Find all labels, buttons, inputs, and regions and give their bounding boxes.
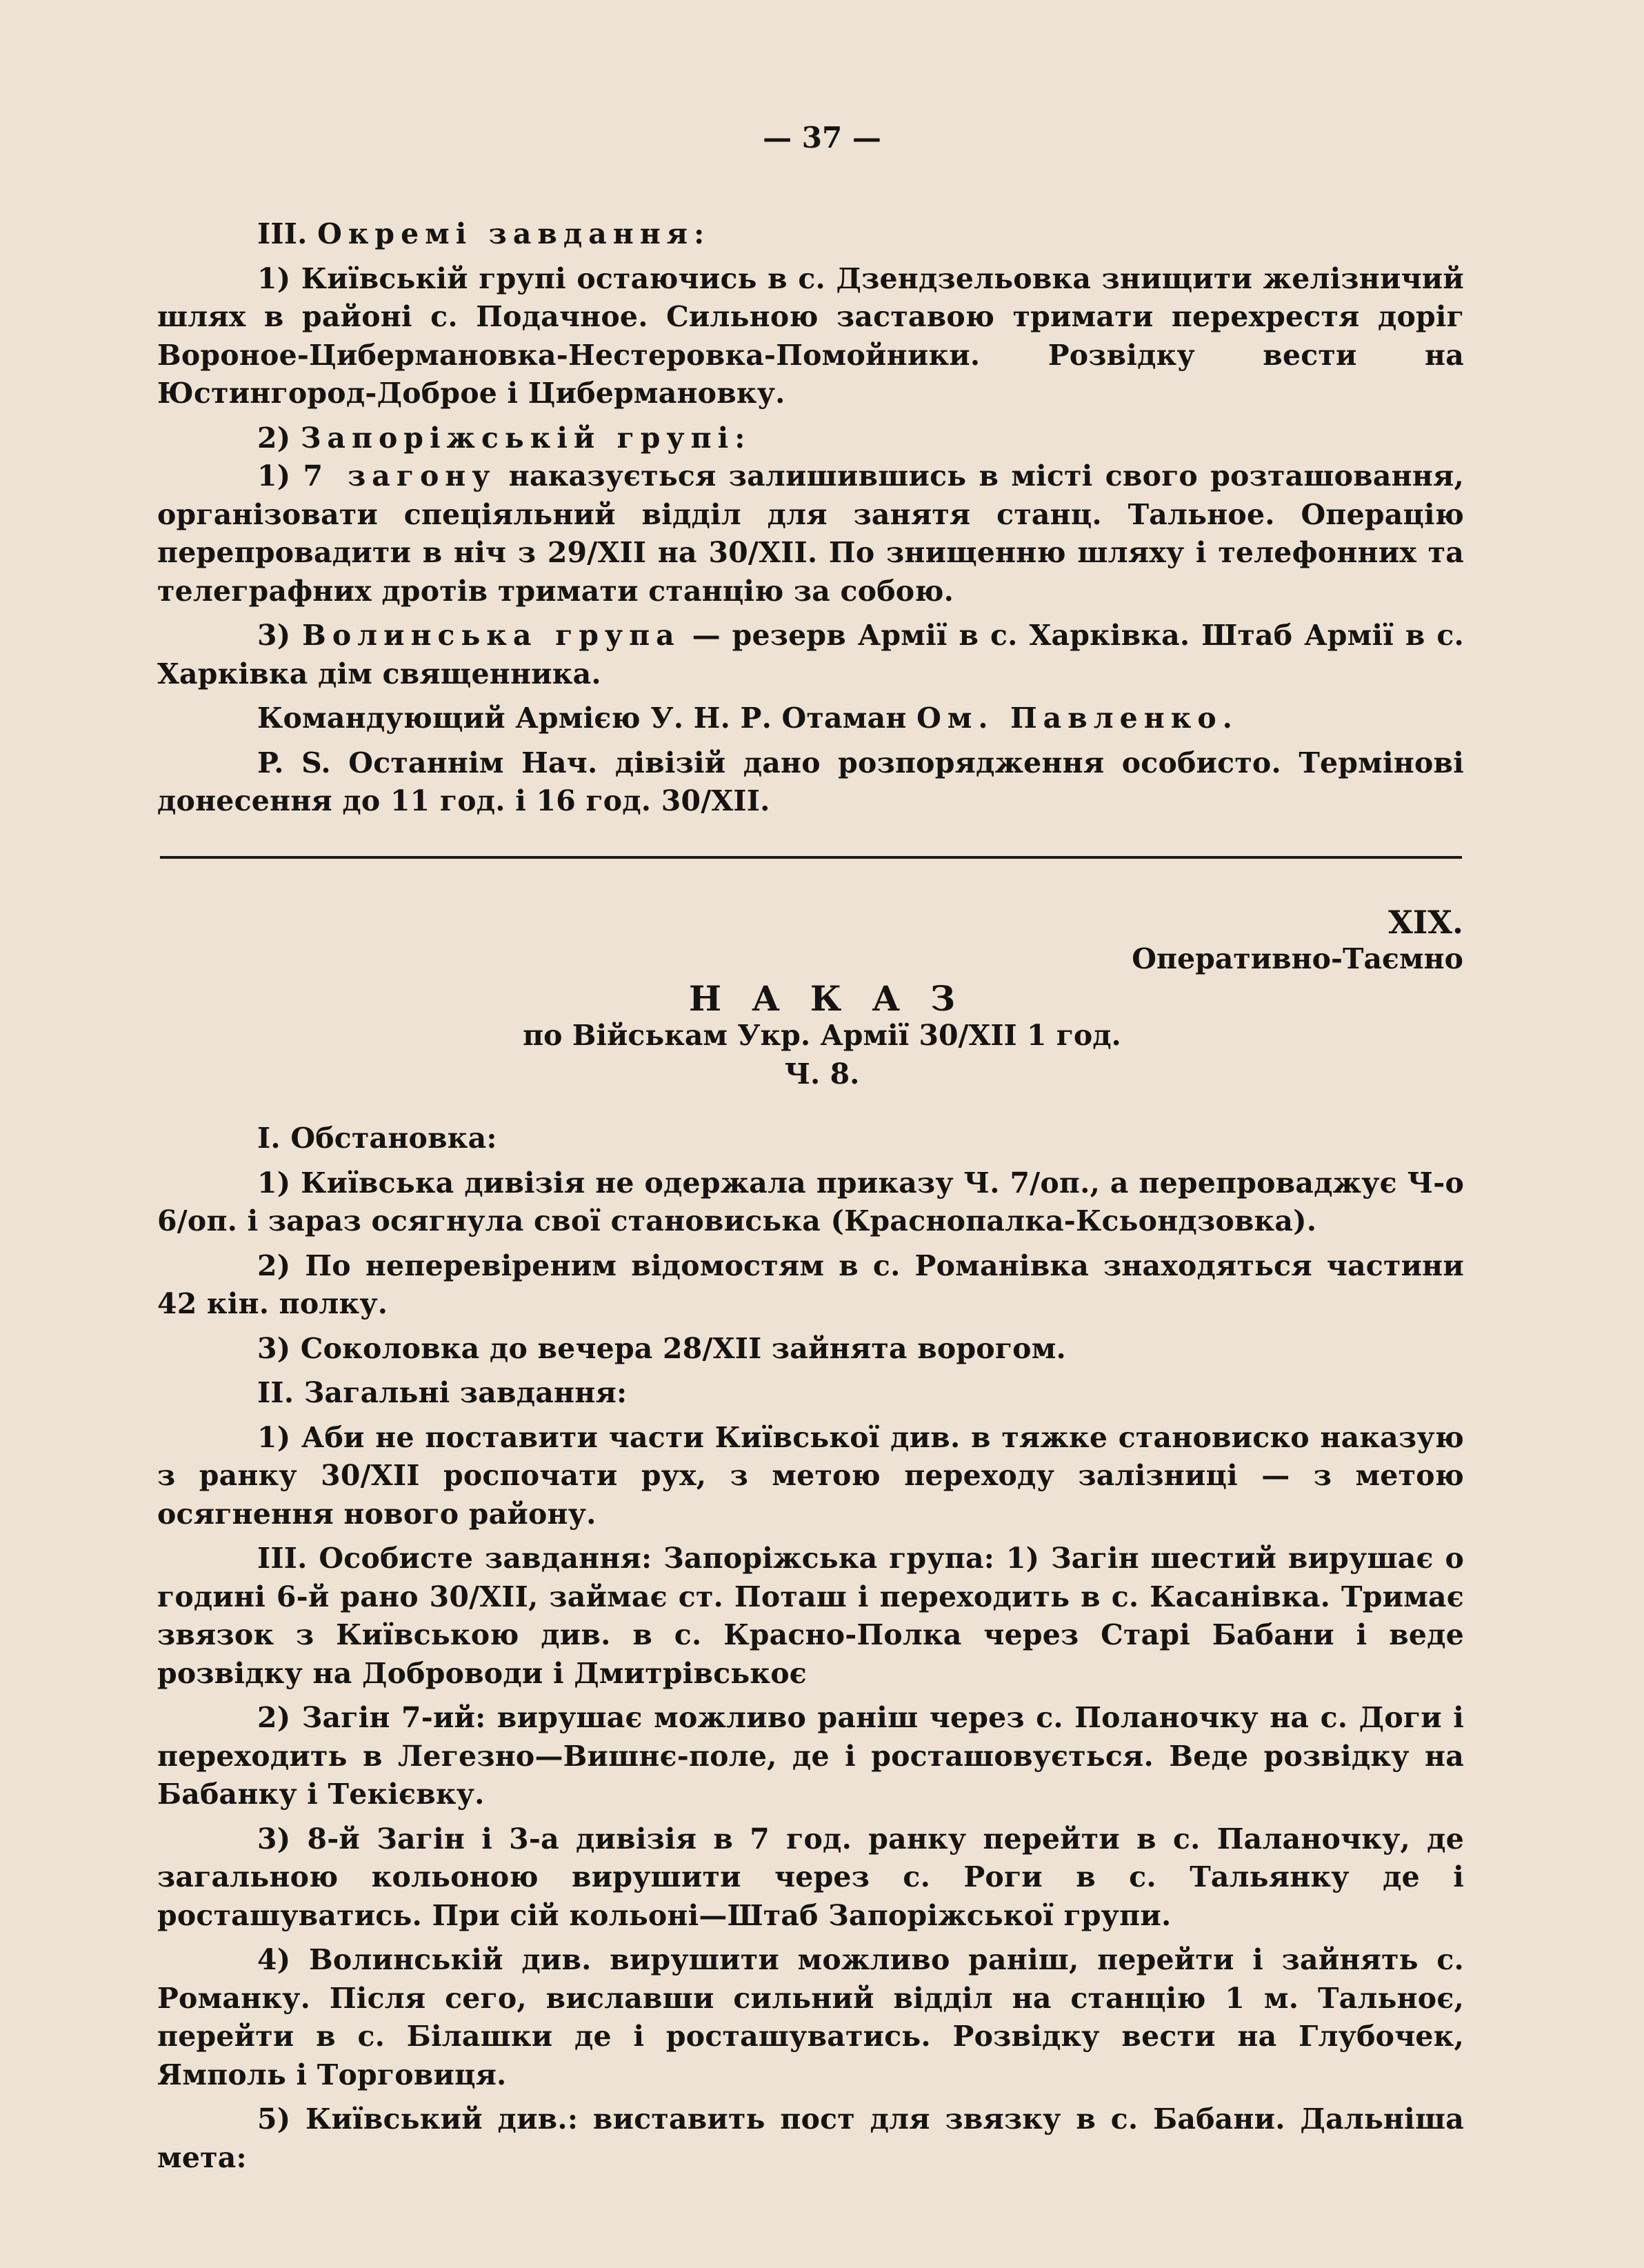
subheading: 2) Запоріжській групі: [257, 421, 752, 455]
paragraph: 1) Аби не поставити части Київської див. в тяжке становиско наказую з ранку 30/XII роспочати рух, з метою переходу залізниці — з метою осягнення нового району. [157, 1420, 1464, 1531]
order-body [157, 1120, 1464, 2177]
paragraph: 1) Київська дивізія не одержала приказу Ч. 7/оп., а перепроваджує Ч-о 6/оп. і зараз осягнула свої становиська (Краснопалка-Ксьондзовка). [157, 1166, 1464, 1237]
paragraph: 3) Соколовка до вечера 28/XII зайнята ворогом. [257, 1331, 1067, 1365]
order-subtitle: по Військам Укр. Армії 30/XII 1 год. [523, 1019, 1121, 1052]
paragraph: 3) Волинська група — резерв Армії в с. Харківка. Штаб Армії в с. Харківка дім священника. [157, 619, 1464, 690]
paragraph: 2) Загін 7-ий: вирушає можливо раніш через с. Поланочку на с. Доги і переходить в Легезно—Вишнє-поле, де і росташовується. Веде розвідку на Бабанку і Текієвку. [157, 1701, 1464, 1811]
document-number: XIX. [1388, 904, 1463, 941]
paragraph: III. Особисте завдання: Запоріжська група: 1) Загін шестий вирушає о годині 6-й рано 30/XII, займає ст. Поташ і переходить в с. Касанівка. Тримає звязок з Київською див. в с. Красно-Полка через Старі Бабани і веде розвідку на Доброводи і Дмитрівськоє [157, 1542, 1464, 1690]
paragraph: 1) 7 загону наказується залишившись в місті свого розташовання, організовати спеціяльний відділ для занятя станц. Тальное. Операцію перепровадити в ніч з 29/XII на 30/XII. По знищенню шляху і телефонних та телеграфних дротів тримати станцію за собою. [157, 459, 1464, 608]
paragraph: 4) Волинській див. вирушити можливо раніш, перейти і зайнять с. Романку. Після сего, виславши сильний відділ на станцію 1 м. Тальноє, перейти в с. Білашки де і росташуватись. Розвідку вести на Глубочек, Ямполь і Торговиця. [157, 1943, 1464, 2091]
paragraph: 3) 8-й Загін і 3-а дивізія в 7 год. ранку перейти в с. Паланочку, де загальною кольоною вирушити через с. Роги в с. Тальянку де і росташуватись. При сій кольоні—Штаб Запоріжської групи. [157, 1822, 1464, 1932]
section-heading: I. Обстановка: [257, 1122, 497, 1155]
section-heading: III. Окремі завдання: [257, 217, 711, 250]
signature-line: Командующий Армією У. Н. Р. Отаман Ом. Павленко. [257, 702, 1239, 735]
previous-order-continuation [157, 215, 1464, 821]
section-heading: II. Загальні завдання: [257, 1376, 628, 1409]
paragraph: 2) По неперевіреним відомостям в с. Романівка знаходяться частини 42 кін. полку. [157, 1249, 1464, 1320]
order-title: НАКАЗ [688, 978, 986, 1019]
section-divider [160, 856, 1462, 859]
classification-label: Оперативно-Таємно [1132, 942, 1463, 975]
page-number: — 37 — [763, 121, 881, 155]
paragraph: 5) Київський див.: виставить пост для звязку в с. Бабани. Дальніша мета: [157, 2102, 1464, 2174]
order-number: Ч. 8. [784, 1057, 860, 1091]
paragraph: 1) Київській групі остаючись в с. Дзендзельовка знищити желізничий шлях в районі с. Подачное. Сильною заставою тримати перехрестя доріг Вороное-Цибермановка-Нестеровка-Помойники. Розвідку вести на Юстингород-Доброе і Цибермановку. [157, 261, 1464, 410]
postscript: P. S. Останнім Нач. дівізій дано розпорядження особисто. Термінові донесення до 11 год. і 16 год. 30/XII. [157, 746, 1464, 817]
